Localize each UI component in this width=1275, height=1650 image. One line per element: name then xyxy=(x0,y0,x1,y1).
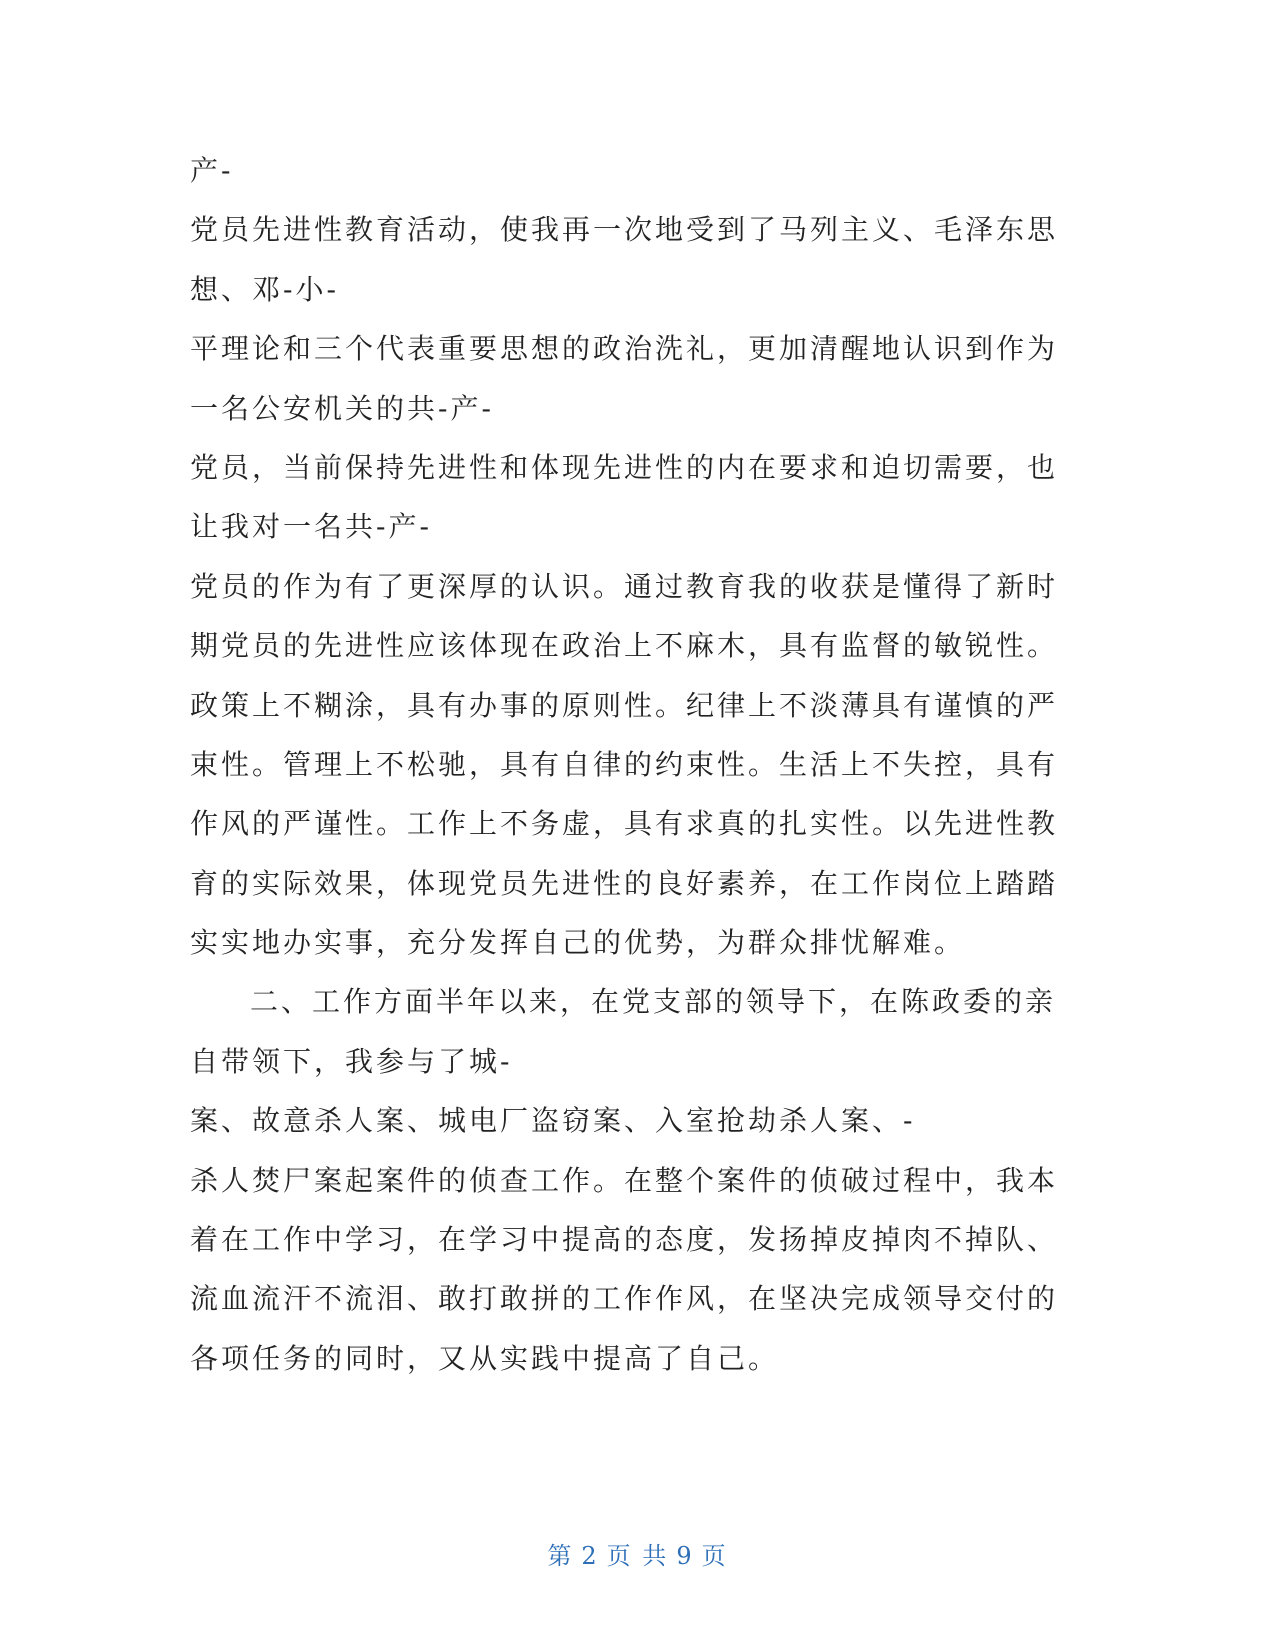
text-line: 流血流汗不流泪、敢打敢拼的工作作风，在坚决完成领导交付的 xyxy=(190,1282,1059,1316)
current-page-number: 2 xyxy=(581,1542,599,1570)
text-line: 平理论和三个代表重要思想的政治洗礼，更加清醒地认识到作为 xyxy=(190,332,1059,366)
text-line: 党员，当前保持先进性和体现先进性的内在要求和迫切需要，也 xyxy=(190,450,1059,484)
document-body xyxy=(190,141,1070,1388)
text-line: 案、故意杀人案、城电厂盗窃案、入室抢劫杀人案、- xyxy=(190,1104,916,1138)
text-line: 作风的严谨性。工作上不务虚，具有求真的扎实性。以先进性教 xyxy=(190,807,1059,841)
text-line: 育的实际效果，体现党员先进性的良好素养，在工作岗位上踏踏 xyxy=(190,866,1059,900)
text-line: 杀人焚尸案起案件的侦查工作。在整个案件的侦破过程中，我本 xyxy=(190,1163,1059,1197)
text-line: 束性。管理上不松驰，具有自律的约束性。生活上不失控，具有 xyxy=(190,747,1059,781)
text-line: 着在工作中学习，在学习中提高的态度，发扬掉皮掉肉不掉队、 xyxy=(190,1223,1059,1257)
text-line: 党员的作为有了更深厚的认识。通过教育我的收获是懂得了新时 xyxy=(190,569,1059,603)
text-line: 让我对一名共-产- xyxy=(190,510,432,544)
text-line: 想、邓-小- xyxy=(190,272,339,306)
text-line: 一名公安机关的共-产- xyxy=(190,391,494,425)
text-line: 党员先进性教育活动，使我再一次地受到了马列主义、毛泽东思 xyxy=(190,213,1059,247)
page-label-suffix: 页 xyxy=(701,1542,728,1570)
text-line: 产- xyxy=(190,154,234,187)
page-label-prefix: 第 xyxy=(547,1542,574,1570)
total-page-count: 9 xyxy=(676,1542,694,1570)
page-footer xyxy=(0,1536,1275,1571)
text-line: 政策上不糊涂，具有办事的原则性。纪律上不淡薄具有谨慎的严 xyxy=(190,688,1059,722)
text-line: 实实地办实事，充分发挥自己的优势，为群众排忧解难。 xyxy=(190,926,966,960)
page-label-middle: 页 共 xyxy=(606,1542,669,1570)
paragraph-start-line: 二、工作方面半年以来，在党支部的领导下，在陈政委的亲 xyxy=(250,985,1057,1019)
text-line: 期党员的先进性应该体现在政治上不麻木，具有监督的敏锐性。 xyxy=(190,629,1059,663)
text-line: 自带领下，我参与了城- xyxy=(190,1044,513,1078)
text-line: 各项任务的同时，又从实践中提高了自己。 xyxy=(190,1341,780,1375)
